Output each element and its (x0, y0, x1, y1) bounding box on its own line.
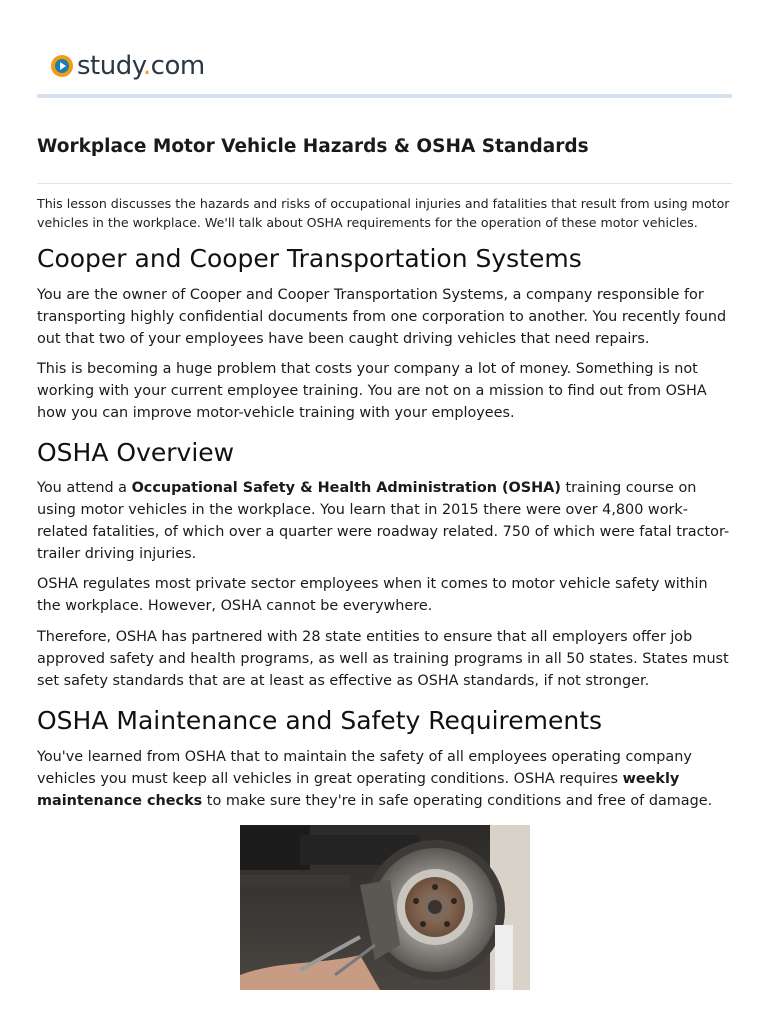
section-heading-osha-overview: OSHA Overview (37, 438, 235, 467)
paragraph: OSHA regulates most private sector employees when it comes to motor vehicle safety within the workplace. However, OSHA cannot be everywhere. (37, 576, 708, 614)
document-title: Workplace Motor Vehicle Hazards & OSHA Standards (37, 136, 589, 157)
section-heading-maintenance: OSHA Maintenance and Safety Requirements (37, 706, 603, 735)
title-divider (37, 183, 732, 184)
lesson-summary: This lesson discusses the hazards and risks of occupational injuries and fatalities that result from using motor vehicles in the workplace. We'll talk about OSHA requirements for the operation of these motor vehicles. (37, 196, 730, 230)
header-divider (37, 94, 732, 98)
brake-disc-photo (240, 825, 530, 990)
play-icon (51, 55, 73, 77)
paragraph: You are the owner of Cooper and Cooper Transportation Systems, a company responsible for transporting highly confidential documents from one corporation to another. You recently found out that two of your employees have been caught driving vehicles that need repairs. (37, 287, 727, 347)
logo-wordmark: study.com (77, 51, 205, 81)
bold-term: weekly maintenance checks (37, 771, 680, 809)
section-heading-cooper: Cooper and Cooper Transportation Systems (37, 244, 582, 273)
paragraph: Therefore, OSHA has partnered with 28 state entities to ensure that all employers offer job approved safety and health programs, as well as training programs in all 50 states. States must set safety standards that are at least as effective as OSHA standards, if not stronger. (37, 629, 729, 689)
paragraph: You attend a Occupational Safety & Health Administration (OSHA) training course on using motor vehicles in the workplace. You learn that in 2015 there were over 4,800 work-related fatalities, of which over a quarter were roadway related. 750 of which were fatal tractor-trailer driving injuries. (37, 480, 730, 562)
bold-term: Occupational Safety & Health Administration (OSHA) (131, 480, 561, 496)
study-logo[interactable] (51, 50, 205, 82)
paragraph: You've learned from OSHA that to maintain the safety of all employees operating company vehicles you must keep all vehicles in great operating conditions. OSHA requires weekly maintenance checks to make sure they're in safe operating conditions and free of damage. (37, 749, 713, 809)
paragraph: This is becoming a huge problem that costs your company a lot of money. Something is not working with your current employee training. You are not on a mission to find out from OSHA how you can improve motor-vehicle training with your employees. (37, 361, 707, 421)
